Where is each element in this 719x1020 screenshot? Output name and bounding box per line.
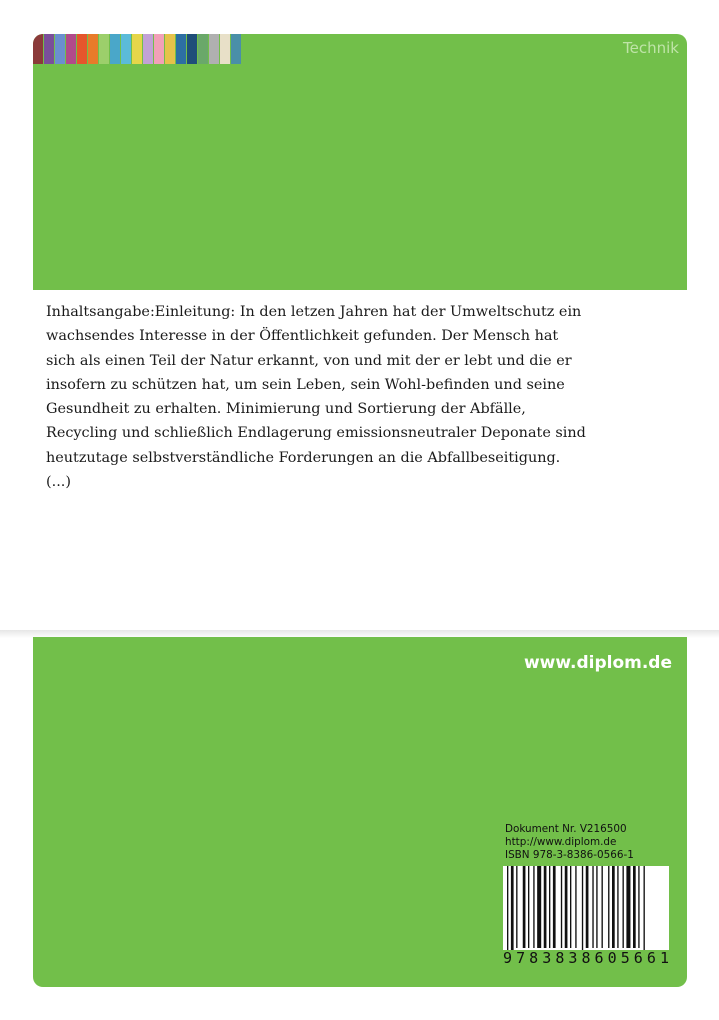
color-stripe	[121, 34, 131, 64]
barcode-digit: 8	[555, 949, 565, 967]
barcode-bar	[561, 866, 562, 948]
barcode-bar	[570, 866, 571, 948]
barcode-digit: 3	[542, 949, 552, 967]
color-stripe	[143, 34, 153, 64]
barcode-bar	[544, 866, 547, 948]
color-stripe	[220, 34, 230, 64]
barcode-bar	[553, 866, 556, 948]
color-stripe	[33, 34, 43, 64]
website-label[interactable]: www.diplom.de	[523, 653, 672, 673]
color-stripe	[231, 34, 241, 64]
color-stripe	[55, 34, 65, 64]
barcode-bar	[602, 866, 603, 948]
barcode-digit: 9	[503, 949, 513, 967]
barcode-bar	[533, 866, 534, 948]
barcode-bar	[528, 866, 529, 948]
color-stripe	[132, 34, 142, 64]
barcode-digit: 6	[633, 949, 643, 967]
barcode-bar	[623, 866, 624, 948]
barcode-bar	[633, 866, 636, 948]
cover-bottom-panel	[33, 637, 687, 987]
color-stripe	[209, 34, 219, 64]
color-stripe	[176, 34, 186, 64]
document-number: Dokument Nr. V216500	[505, 823, 627, 835]
barcode-digit: 1	[659, 949, 669, 967]
color-stripe	[110, 34, 120, 64]
barcode-bar	[511, 866, 514, 950]
barcode-digits	[503, 949, 669, 967]
isbn-barcode	[503, 866, 669, 966]
barcode-digit: 6	[594, 949, 604, 967]
barcode-bar	[565, 866, 568, 948]
color-stripe	[198, 34, 208, 64]
barcode-bar	[644, 866, 645, 950]
barcode-bar	[626, 866, 630, 948]
color-stripes	[33, 34, 283, 64]
barcode-bar	[586, 866, 589, 948]
color-stripe	[66, 34, 76, 64]
barcode-bar	[516, 866, 517, 948]
color-stripe	[88, 34, 98, 64]
barcode-bar	[582, 866, 583, 950]
barcode-bar	[612, 866, 615, 948]
barcode-bar	[549, 866, 550, 948]
barcode-digit: 3	[568, 949, 578, 967]
category-label: Technik	[623, 39, 679, 57]
color-stripe	[187, 34, 197, 64]
color-stripe	[154, 34, 164, 64]
barcode-bar	[608, 866, 609, 948]
barcode-digit: 6	[646, 949, 656, 967]
document-url[interactable]: http://www.diplom.de	[505, 836, 617, 848]
color-stripe	[44, 34, 54, 64]
barcode-bar	[596, 866, 597, 948]
barcode-bar	[617, 866, 618, 948]
barcode-digit: 7	[516, 949, 526, 967]
barcode-bars	[503, 866, 669, 950]
cover-top-panel	[33, 34, 687, 290]
barcode-bar	[507, 866, 508, 950]
barcode-bar	[592, 866, 593, 948]
barcode-digit: 8	[529, 949, 539, 967]
barcode-bar	[523, 866, 526, 948]
document-info	[505, 823, 634, 862]
barcode-digit: 8	[581, 949, 591, 967]
isbn-label: ISBN 978-3-8386-0566-1	[505, 849, 634, 861]
barcode-digit: 5	[620, 949, 630, 967]
barcode-bar	[638, 866, 639, 948]
barcode-bar	[537, 866, 541, 948]
color-stripe	[165, 34, 175, 64]
color-stripe	[77, 34, 87, 64]
color-stripe	[99, 34, 109, 64]
summary-text: Inhaltsangabe:Einleitung: In den letzen Jahren hat der Umweltschutz ein wachsendes Interesse in der Öffentlichkeit gefunden. Der Mensch hat sich als einen Teil der Natur erkannt, von und mit der er lebt und die er insofern zu schützen hat, um sein Leben, sein Wohl-befinden und seine Gesundheit zu erhalten. Minimierung und Sortierung der Abfälle, Recycling und schließlich Endlagerung emissionsneutraler Deponate sind heutzutage selbstverständliche Forderungen an die Abfallbeseitigung. (...)	[46, 304, 586, 491]
barcode-bar	[575, 866, 576, 948]
barcode-digit: 0	[607, 949, 617, 967]
